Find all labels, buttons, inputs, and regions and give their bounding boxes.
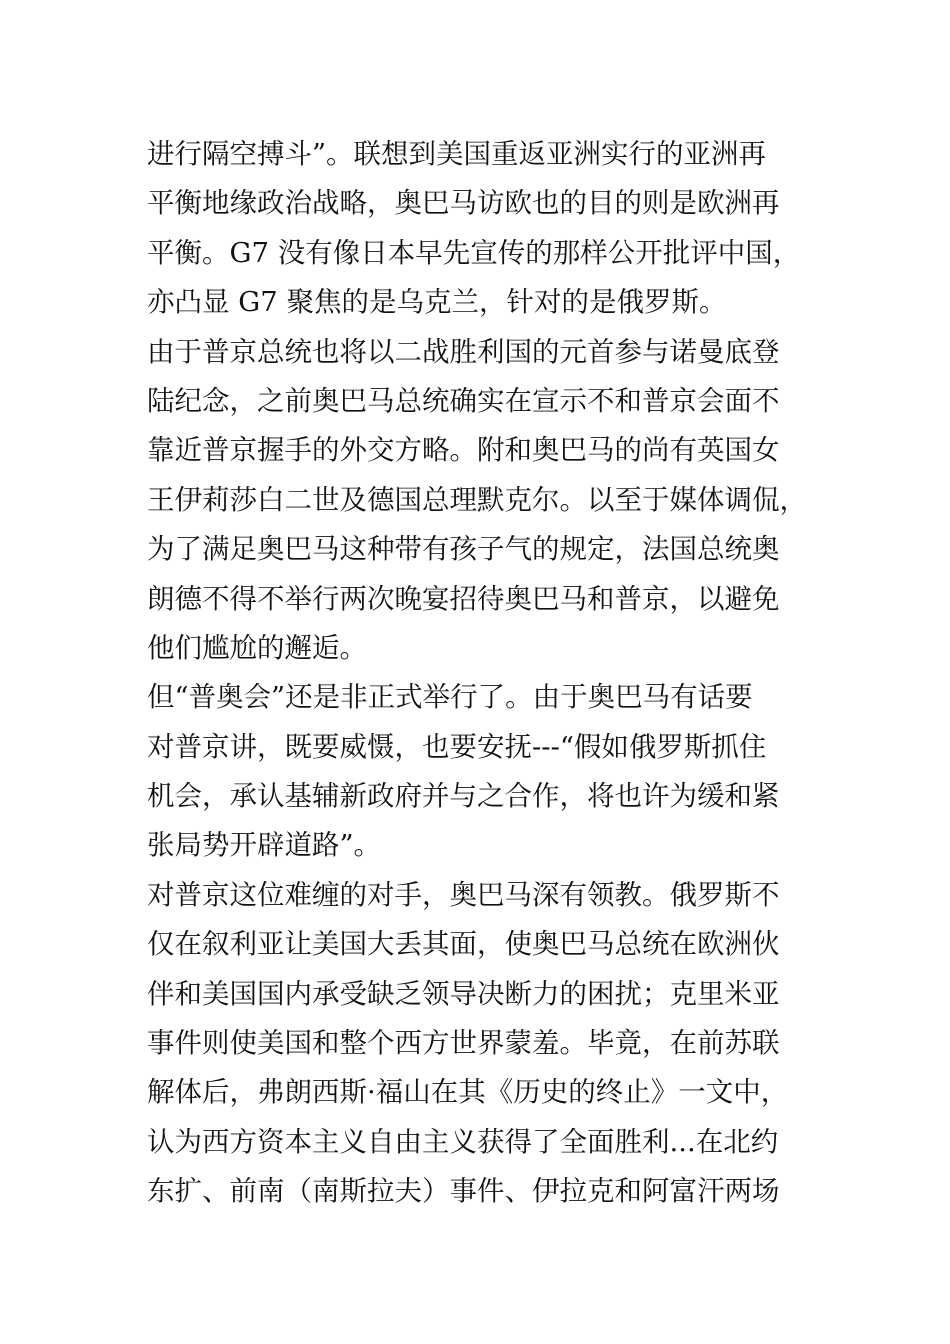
text-line: 张局势开辟道路”。 — [147, 829, 382, 862]
text-line: 东扩、前南（南斯拉夫）事件、伊拉克和阿富汗两场 — [147, 1175, 780, 1208]
text-line: 对普京这位难缠的对手，奥巴马深有领教。俄罗斯不 — [147, 878, 780, 911]
text-line: 伴和美国国内承受缺乏领导决断力的困扰；克里米亚 — [147, 977, 780, 1010]
text-line: 平衡地缘政治战略，奥巴马访欧也的目的则是欧洲再 — [147, 187, 780, 220]
text-line: 亦凸显 G7 聚焦的是乌克兰，针对的是俄罗斯。 — [147, 286, 727, 319]
text-line: 陆纪念，之前奥巴马总统确实在宣示不和普京会面不 — [147, 384, 780, 417]
text-line: 仅在叙利亚让美国大丢其面，使奥巴马总统在欧洲伙 — [147, 928, 780, 961]
text-line: 朗德不得不举行两次晚宴招待奥巴马和普京，以避免 — [147, 582, 780, 615]
text-line: 靠近普京握手的外交方略。附和奥巴马的尚有英国女 — [147, 434, 780, 467]
text-line: 他们尴尬的邂逅。 — [147, 631, 367, 664]
text-line: 认为西方资本主义自由主义获得了全面胜利...在北约 — [147, 1125, 779, 1158]
text-line: 事件则使美国和整个西方世界蒙羞。毕竟，在前苏联 — [147, 1027, 780, 1060]
text-line: 但“普奥会”还是非正式举行了。由于奥巴马有话要 — [147, 681, 753, 714]
body-text — [147, 130, 817, 1217]
text-line: 由于普京总统也将以二战胜利国的元首参与诺曼底登 — [147, 335, 780, 368]
text-line: 解体后，弗朗西斯·福山在其《历史的终止》一文中， — [147, 1076, 789, 1109]
text-line: 进行隔空搏斗”。联想到美国重返亚洲实行的亚洲再 — [147, 138, 767, 170]
text-line: 王伊莉莎白二世及德国总理默克尔。以至于媒体调侃， — [147, 483, 807, 516]
text-line: 平衡。G7 没有像日本早先宣传的那样公开批评中国， — [147, 236, 801, 269]
text-line: 为了满足奥巴马这种带有孩子气的规定，法国总统奥 — [147, 533, 780, 566]
text-line: 对普京讲，既要威慑，也要安抚---“假如俄罗斯抓住 — [147, 730, 767, 763]
text-line: 机会，承认基辅新政府并与之合作，将也许为缓和紧 — [147, 780, 780, 813]
